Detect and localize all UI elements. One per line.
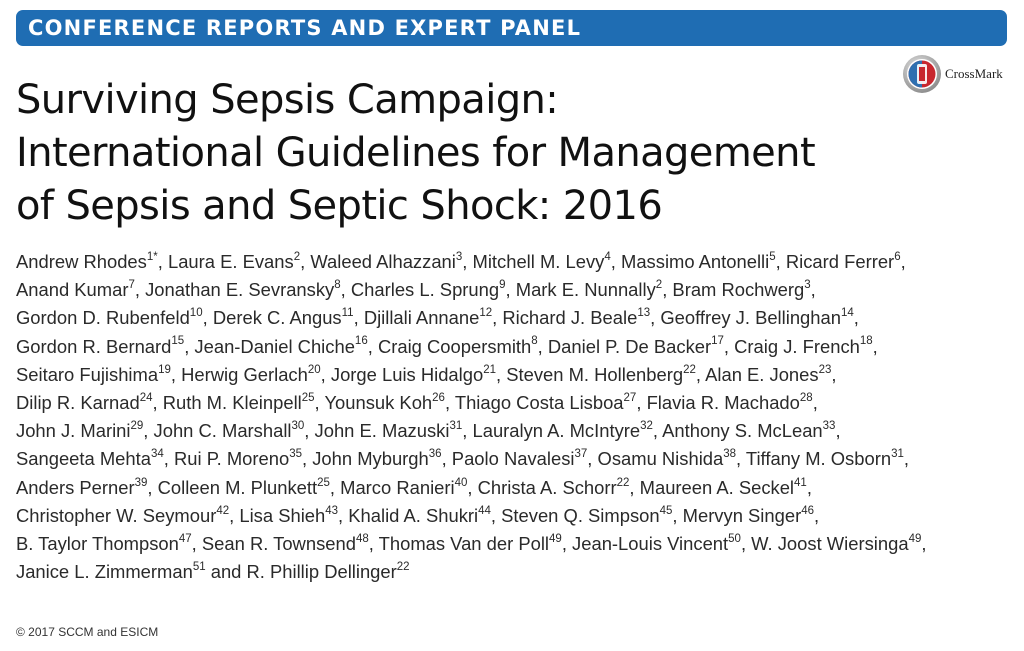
affiliation-superscript: 34 [150,448,164,461]
author-line [16,558,1016,586]
affiliation-superscript: 3 [455,250,463,263]
author-separator: , [152,392,163,414]
author-line [16,276,1016,304]
affiliation-superscript: 41 [794,476,807,489]
author-name[interactable]: Anthony S. McLean [662,420,823,442]
author-line [16,304,1016,332]
author-name[interactable]: Osamu Nishida [597,448,724,470]
affiliation-superscript: 49 [908,532,922,545]
author-separator: , [835,420,841,442]
author-separator: , [505,279,516,301]
affiliation-superscript: 17 [711,335,724,348]
author-name[interactable]: Gordon R. Bernard [16,335,172,357]
author-name[interactable]: Bram Rochwerg [672,279,805,301]
affiliation-superscript: 50 [728,532,741,545]
author-separator: , [921,533,927,555]
author-name[interactable]: Geoffrey J. Bellinghan [660,307,841,329]
author-name[interactable]: John Myburgh [312,448,429,470]
author-separator: , [467,476,478,498]
affiliation-superscript: 33 [822,420,836,433]
author-separator: , [587,448,598,470]
author-name[interactable]: Paolo Navalesi [451,448,575,470]
author-name[interactable]: Sangeeta Mehta [16,448,151,470]
author-name[interactable]: Alan E. Jones [705,363,819,385]
affiliation-superscript: 3 [804,279,811,292]
affiliation-superscript: 19 [158,363,171,376]
author-separator: , [184,335,195,357]
affiliation-superscript: 5 [769,250,776,263]
author-name[interactable]: Seitaro Fujishima [16,363,159,385]
author-separator: , [304,420,315,442]
author-name[interactable]: Djillali Annane [363,307,480,329]
affiliation-superscript: 39 [134,476,148,489]
affiliation-superscript: 40 [454,476,468,489]
affiliation-superscript: 8 [334,279,341,292]
author-name[interactable]: John C. Marshall [153,420,292,442]
affiliation-superscript: 1* [146,250,158,263]
author-separator: , [903,448,909,470]
author-separator: , [812,392,818,414]
affiliation-superscript: 45 [659,504,673,517]
author-name[interactable]: Richard J. Beale [502,307,638,329]
affiliation-superscript: 30 [291,420,305,433]
author-separator: , [810,279,816,301]
author-name[interactable]: Laura E. Evans [167,251,294,272]
author-separator: , [629,476,640,498]
author-name[interactable]: Waleed Alhazzani [310,251,456,272]
affiliation-superscript: 2 [655,279,663,292]
author-name[interactable]: Craig J. French [734,335,860,357]
author-name[interactable]: Charles L. Sprung [350,279,500,301]
author-separator: , [610,251,621,272]
author-name[interactable]: W. Joost Wiersinga [751,533,909,555]
author-name[interactable]: Sean R. Townsend [201,533,356,555]
author-separator: , [900,251,906,272]
affiliation-superscript: 10 [189,307,203,320]
affiliation-superscript: 35 [289,448,302,461]
author-separator: , [462,251,473,272]
author-name[interactable]: John J. Marini [16,420,131,442]
affiliation-superscript: 28 [799,391,813,404]
author-separator: , [723,335,735,357]
author-name[interactable]: Ricard Ferrer [785,251,895,272]
author-line [16,417,1016,445]
affiliation-superscript: 25 [301,391,315,404]
affiliation-superscript: 37 [574,448,588,461]
author-separator: , [157,251,168,272]
author-name[interactable]: Rui P. Moreno [174,448,290,470]
title-line: Surviving Sepsis Campaign: [16,77,559,123]
author-separator: , [163,448,174,470]
affiliation-superscript: 43 [325,504,339,517]
author-separator: , [170,363,182,385]
author-line [16,474,1016,502]
section-banner [16,10,1007,46]
author-name[interactable]: Lisa Shieh [239,504,326,526]
section-banner-label: CONFERENCE REPORTS AND EXPERT PANEL [28,16,582,40]
title-line: of Sepsis and Septic Shock: 2016 [16,183,663,229]
affiliation-superscript: 21 [483,363,496,376]
crossmark-label[interactable]: CrossMark [945,66,1003,81]
author-name[interactable]: Lauralyn A. McIntyre [472,420,641,442]
affiliation-superscript: 11 [341,307,354,320]
author-name[interactable]: Daniel P. De Backer [547,335,712,357]
affiliation-superscript: 24 [139,391,153,404]
author-separator: , [831,363,837,385]
author-name[interactable]: Khalid A. Shukri [348,504,479,526]
affiliation-superscript: 36 [428,448,442,461]
author-name[interactable]: Jean-Louis Vincent [572,533,729,555]
author-name[interactable]: Maureen A. Seckel [639,476,795,498]
author-separator: , [775,251,786,272]
affiliation-superscript: 44 [478,504,491,517]
affiliation-superscript: 22 [616,476,630,489]
author-line [16,445,1016,473]
affiliation-superscript: 51 [192,561,206,574]
author-name[interactable]: Christa A. Schorr [477,476,617,498]
author-separator: , [202,307,213,329]
affiliation-superscript: 22 [396,561,410,574]
affiliation-superscript: 26 [432,391,445,404]
affiliation-superscript: 42 [216,504,230,517]
affiliation-superscript: 20 [307,363,321,376]
author-name[interactable]: Anand Kumar [16,279,129,301]
author-separator: , [134,279,146,301]
affiliation-superscript: 13 [637,307,651,320]
author-name[interactable]: Steven M. Hollenberg [506,363,684,385]
affiliation-superscript: 49 [549,532,562,545]
author-separator: , [147,476,158,498]
author-name[interactable]: Andrew Rhodes [16,251,147,272]
affiliation-superscript: 27 [623,391,637,404]
author-separator: , [561,533,573,555]
author-name[interactable]: Mitchell M. Levy [472,251,605,272]
affiliation-superscript: 46 [801,504,814,517]
affiliation-superscript: 2 [293,250,301,263]
author-line [16,389,1016,417]
author-separator: , [300,251,311,272]
affiliation-superscript: 22 [683,363,696,376]
author-line [16,502,1016,530]
author-separator: , [229,504,240,526]
author-name[interactable]: Younsuk Koh [324,392,433,414]
author-separator: and [205,561,247,583]
affiliation-superscript: 12 [479,307,493,320]
author-separator: , [806,476,812,498]
author-name[interactable]: Ruth M. Kleinpell [162,392,302,414]
author-separator: , [353,307,364,329]
author-name[interactable]: Dilip R. Karnad [16,392,140,414]
author-separator: , [736,448,746,470]
author-line [16,530,1016,558]
author-name[interactable]: Herwig Gerlach [181,363,308,385]
author-name[interactable]: Jonathan E. Sevransky [145,279,335,301]
affiliation-superscript: 29 [130,420,144,433]
author-separator: , [338,504,349,526]
author-separator: , [441,448,452,470]
author-separator: , [672,504,683,526]
author-name[interactable]: Mervyn Singer [682,504,802,526]
author-name[interactable]: Gordon D. Rubenfeld [16,307,190,329]
author-separator: , [492,307,503,329]
author-separator: , [314,392,325,414]
author-separator: , [853,307,859,329]
author-separator: , [537,335,548,357]
crossmark-icon [902,54,942,94]
author-name[interactable]: Christopher W. Seymour [16,504,217,526]
affiliation-superscript: 4 [604,250,611,263]
crossmark-badge[interactable] [902,54,1003,94]
author-name[interactable]: John E. Mazuski [314,420,450,442]
affiliation-superscript: 6 [894,250,901,263]
title-line: International Guidelines for Management [16,130,816,176]
author-separator: , [143,420,154,442]
author-separator: , [496,363,507,385]
author-separator: , [872,335,878,357]
article-title [16,74,896,233]
affiliation-superscript: 15 [171,335,185,348]
author-separator: , [636,392,647,414]
affiliation-superscript: 47 [178,532,192,545]
author-name[interactable]: Jean-Daniel Chiche [194,335,355,357]
author-name[interactable]: Steven Q. Simpson [501,504,660,526]
author-name[interactable]: Massimo Antonelli [621,251,770,272]
affiliation-superscript: 8 [531,335,538,348]
affiliation-superscript: 31 [449,420,463,433]
author-separator: , [340,279,351,301]
affiliation-superscript: 38 [723,448,737,461]
author-name[interactable]: Marco Ranieri [340,476,455,498]
copyright-notice: © 2017 SCCM and ESICM [16,625,159,639]
author-separator: , [662,279,673,301]
author-name[interactable]: Janice L. Zimmerman [16,561,193,583]
affiliation-superscript: 23 [818,363,832,376]
affiliation-superscript: 16 [354,335,368,348]
author-separator: , [368,533,379,555]
author-separator: , [301,448,313,470]
author-separator: , [462,420,473,442]
author-list [16,248,1016,586]
author-name[interactable]: R. Phillip Dellinger [246,561,397,583]
affiliation-superscript: 14 [840,307,854,320]
author-separator: , [740,533,752,555]
author-separator: , [191,533,202,555]
author-name[interactable]: Derek C. Angus [212,307,342,329]
author-line [16,361,1016,389]
affiliation-superscript: 48 [355,532,369,545]
author-separator: , [320,363,331,385]
affiliation-superscript: 32 [640,420,653,433]
author-separator: , [329,476,341,498]
author-separator: , [650,307,661,329]
author-separator: , [490,504,502,526]
author-name[interactable]: Thiago Costa Lisboa [454,392,624,414]
author-separator: , [652,420,663,442]
author-name[interactable]: Anders Perner [16,476,135,498]
author-name[interactable]: Colleen M. Plunkett [157,476,318,498]
author-separator: , [444,392,455,414]
author-name[interactable]: Craig Coopersmith [377,335,532,357]
author-name[interactable]: Thomas Van der Poll [378,533,550,555]
affiliation-superscript: 25 [317,476,330,489]
affiliation-superscript: 31 [891,448,904,461]
author-name[interactable]: B. Taylor Thompson [16,533,179,555]
author-name[interactable]: Tiffany M. Osborn [745,448,892,470]
author-line [16,333,1016,361]
author-name[interactable]: Jorge Luis Hidalgo [330,363,484,385]
author-separator: , [367,335,378,357]
author-separator: , [814,504,820,526]
affiliation-superscript: 18 [859,335,873,348]
author-line [16,248,1016,276]
author-name[interactable]: Mark E. Nunnally [515,279,656,301]
author-separator: , [695,363,706,385]
affiliation-superscript: 9 [499,279,506,292]
author-name[interactable]: Flavia R. Machado [646,392,800,414]
affiliation-superscript: 7 [128,279,135,292]
